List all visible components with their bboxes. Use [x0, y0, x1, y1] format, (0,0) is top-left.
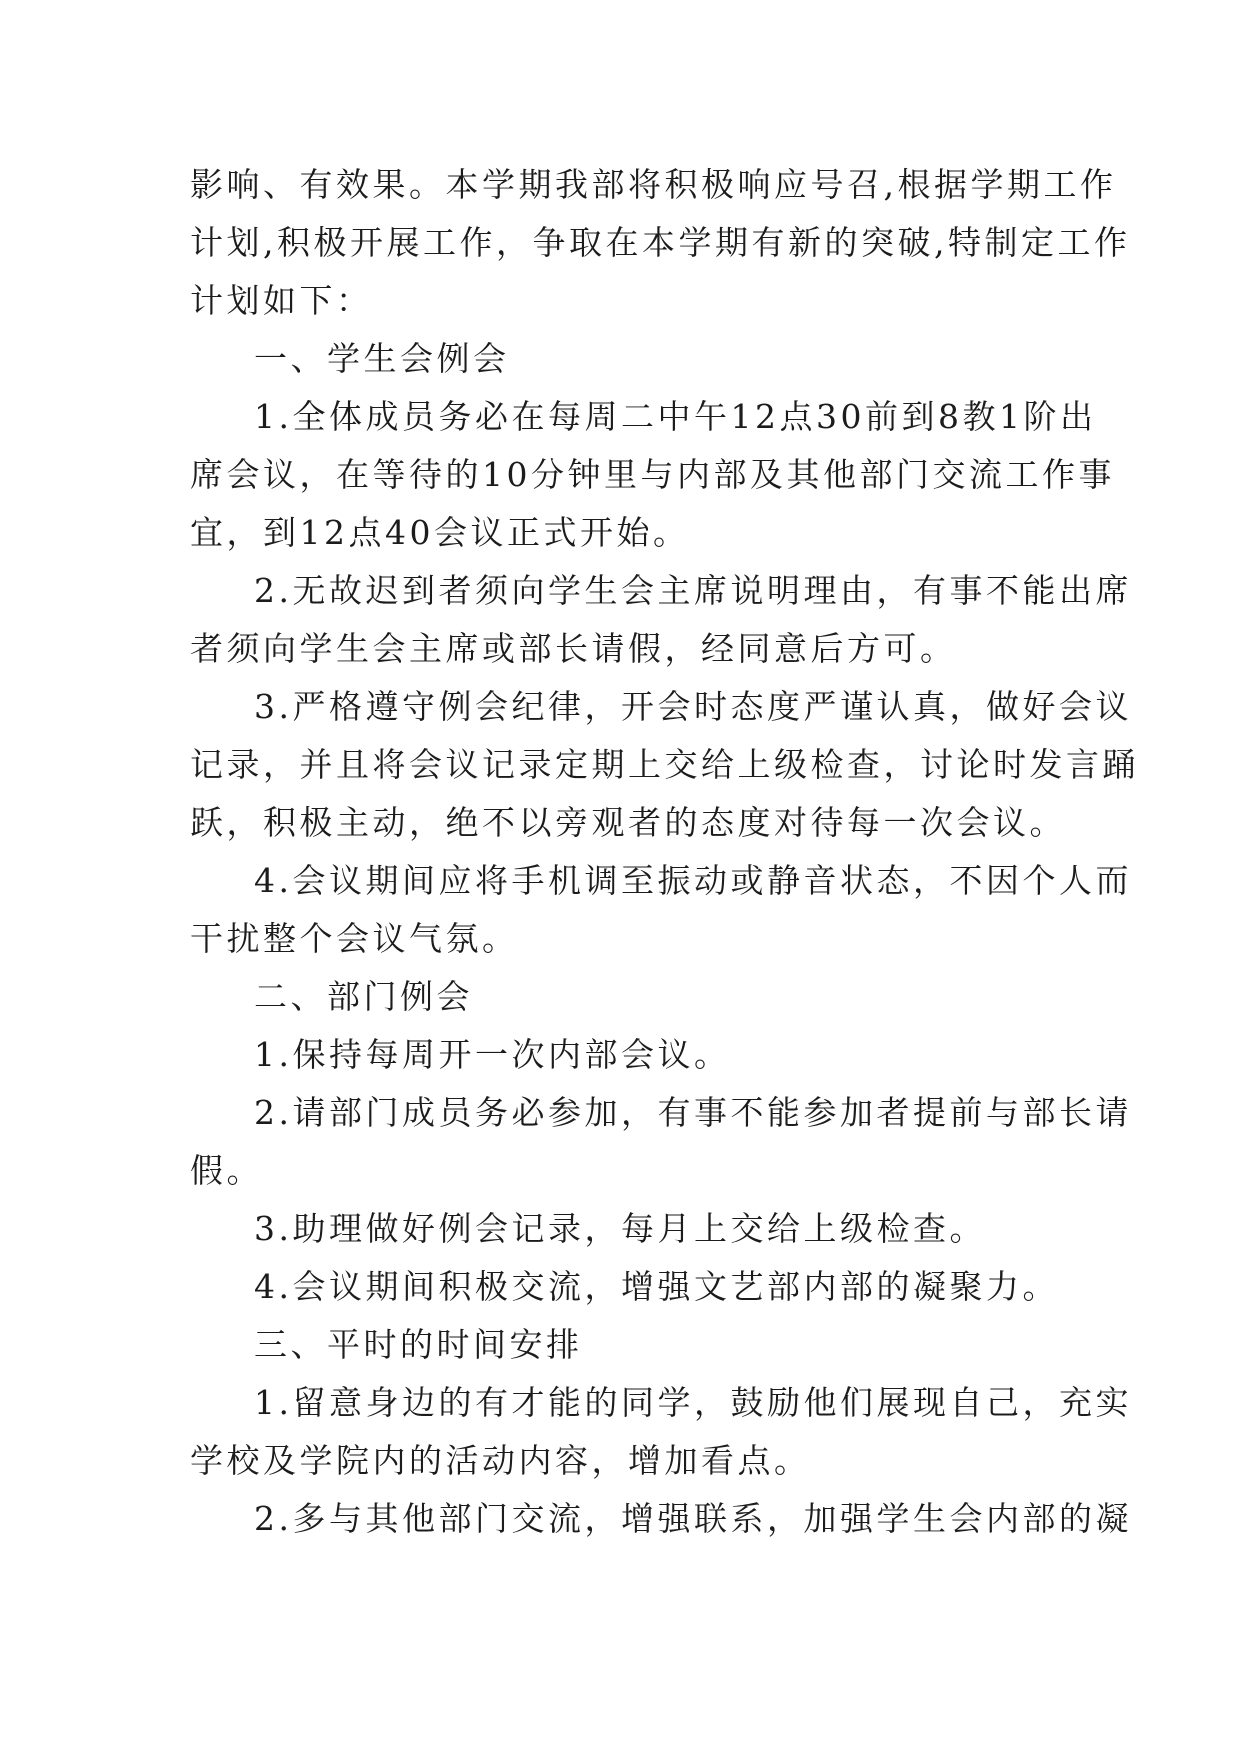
text-line: 影响、有效果。本学期我部将积极响应号召,根据学期工作	[190, 165, 1117, 204]
section-heading: 二、部门例会	[254, 977, 473, 1016]
text-line: 计划,积极开展工作，争取在本学期有新的突破,特制定工作	[190, 223, 1131, 262]
text-line: 4.会议期间应将手机调至振动或静音状态，不因个人而	[254, 861, 1132, 900]
text-line: 1.留意身边的有才能的同学，鼓励他们展现自己，充实	[254, 1383, 1132, 1422]
text-line: 3.助理做好例会记录，每月上交给上级检查。	[254, 1209, 986, 1248]
text-line: 干扰整个会议气氛。	[190, 919, 519, 958]
text-line: 1.保持每周开一次内部会议。	[254, 1035, 731, 1074]
text-line: 宜，到12点40会议正式开始。	[190, 513, 690, 552]
text-line: 4.会议期间积极交流，增强文艺部内部的凝聚力。	[254, 1267, 1059, 1306]
text-line: 记录，并且将会议记录定期上交给上级检查，讨论时发言踊	[190, 745, 1139, 784]
text-line: 计划如下：	[190, 281, 373, 320]
text-line: 者须向学生会主席或部长请假，经同意后方可。	[190, 629, 957, 668]
text-line: 2.多与其他部门交流，增强联系，加强学生会内部的凝	[254, 1499, 1132, 1538]
text-line: 假。	[190, 1151, 263, 1190]
text-line: 2.请部门成员务必参加，有事不能参加者提前与部长请	[254, 1093, 1132, 1132]
text-line: 学校及学院内的活动内容，增加看点。	[190, 1441, 811, 1480]
text-line: 跃，积极主动，绝不以旁观者的态度对待每一次会议。	[190, 803, 1066, 842]
text-line: 1.全体成员务必在每周二中午12点30前到8教1阶出	[254, 397, 1097, 436]
text-line: 3.严格遵守例会纪律，开会时态度严谨认真，做好会议	[254, 687, 1132, 726]
section-heading: 三、平时的时间安排	[254, 1325, 583, 1364]
text-line: 席会议，在等待的10分钟里与内部及其他部门交流工作事	[190, 455, 1115, 494]
section-heading: 一、学生会例会	[254, 339, 510, 378]
text-line: 2.无故迟到者须向学生会主席说明理由，有事不能出席	[254, 571, 1132, 610]
